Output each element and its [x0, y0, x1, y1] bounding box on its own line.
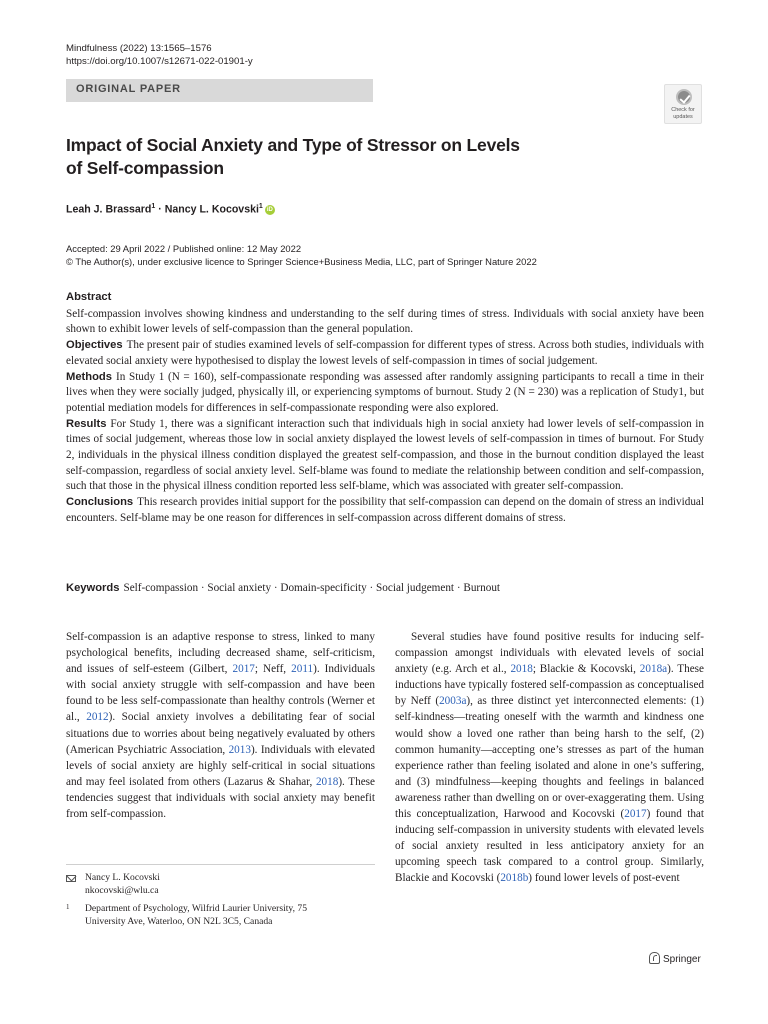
body-column-left	[66, 629, 375, 822]
correspondence-name: Nancy L. Kocovski	[85, 872, 160, 883]
abstract-section-text: In Study 1 (N = 160), self-compassionate responding was assessed after randomly assigning participants to recall a time in their lives when they were socially judged, physically ill, or experiencing symptoms of burnout. Study 2 (N = 230) was a replication of Study1, but potential mediation models for differences in self-compassionate responding were also explored.	[66, 370, 704, 414]
abstract-section-label: Conclusions	[66, 496, 134, 509]
body-text: ) found lower levels of post-event	[528, 872, 680, 885]
body-text: ). These inductions have typically fostered self-compassion as conceptualised by Neff (	[395, 663, 704, 708]
body-column-right	[395, 629, 704, 887]
published-date: / Published online: 12 May 2022	[165, 243, 302, 254]
abstract-section-label: Methods	[66, 370, 112, 383]
author-separator: ·	[155, 203, 165, 216]
citation-link[interactable]: 2018a	[639, 663, 668, 676]
journal-citation: Mindfulness (2022) 13:1565–1576	[66, 43, 212, 54]
keywords	[66, 581, 704, 596]
author-list	[66, 203, 275, 216]
body-text: ). Individuals with social anxiety struggle with self-compassion and have been found to be less self-compassionate than healthy controls (Werner et al.,	[66, 663, 375, 724]
body-text: ). Social anxiety involves a debilitating fear of social situations due to worries about being negatively evaluated by others (American Psychiatric Association,	[66, 711, 375, 756]
citation-link[interactable]: 2017	[232, 663, 255, 676]
abstract-heading: Abstract	[66, 291, 112, 303]
check-for-updates-label: Check for updates	[671, 107, 695, 120]
abstract-section-text: For Study 1, there was a significant interaction such that individuals high in social anxiety had lower levels of self-compassion in times of social judgement, whereas those low in social anxiety displayed the lowest levels of self-compassion in times of burnout. For Study 2, individuals in the physical illness condition displayed the greatest self-compassion, and those in the burnout condition displayed the least self-compassion, regardless of social anxiety level. Self-blame was found to mediate the relationship between condition and self-compassion, such that those in the physical illness condition reported less self-blame, which was associated with greater self-compassion.	[66, 417, 704, 493]
abstract-section	[66, 338, 704, 369]
body-text: Self-compassion is an adaptive response to stress, linked to many psychological benefits, including decreased shame, self-criticism, and issues of self-esteem (Gilbert,	[66, 631, 375, 676]
affiliation-note	[66, 903, 375, 928]
orcid-icon[interactable]: iD	[266, 206, 273, 213]
abstract-section-text: This research provides initial support for the possibility that self-compassion can depend on the domain of stress an individual encounters. Self-blame may be one reason for differences in self-compassion across different domains of stress.	[66, 496, 704, 524]
body-text: ). Individuals with elevated levels of social anxiety are highly self-critical in social situations and may feel isolated from others (Lazarus & Shahar,	[66, 743, 375, 788]
publication-dates	[66, 242, 537, 268]
abstract-section-label: Objectives	[66, 339, 123, 352]
correspondence-note	[66, 864, 375, 897]
correspondence-email[interactable]: nkocovski@wlu.ca	[85, 884, 159, 896]
keywords-list: Self-compassion · Social anxiety · Domain-specificity · Social judgement · Burnout	[123, 582, 501, 594]
springer-horse-icon	[649, 952, 660, 964]
publisher-footer	[649, 952, 701, 965]
journal-header	[66, 42, 253, 68]
abstract-section	[66, 417, 704, 496]
envelope-icon	[66, 875, 76, 882]
copyright-line: © The Author(s), under exclusive licence to Springer Science+Business Media, LLC, part of Springer Nature 2022	[66, 256, 537, 267]
citation-link[interactable]: 2018	[510, 663, 533, 676]
paper-title-line: of Self-compassion	[66, 158, 224, 178]
citation-link[interactable]: 2018	[315, 775, 339, 788]
author-name[interactable]: Nancy L. Kocovski	[164, 203, 259, 216]
citation-link[interactable]: 2013	[228, 743, 251, 756]
body-text: ; Blackie & Kocovski,	[532, 663, 640, 676]
citation-link[interactable]: 2017	[624, 808, 647, 821]
abstract-section	[66, 495, 704, 526]
affiliation-line: University Ave, Waterloo, ON N2L 3C5, Canada	[85, 915, 273, 927]
author-affiliation-marker: 1	[151, 203, 156, 210]
paper-title-line: Impact of Social Anxiety and Type of Stressor on Levels	[66, 135, 520, 155]
check-for-updates-icon	[676, 89, 692, 105]
author-name[interactable]: Leah J. Brassard	[66, 203, 152, 216]
body-text: ) found that inducing self-compassion in university students with elevated levels of social anxiety resulted in less anticipatory anxiety for an upcoming speech task compared to a control group. Similarly, Blackie and Kocovski (	[395, 808, 705, 885]
abstract-intro: Self-compassion involves showing kindness and understanding to the self during times of stress. Individuals with social anxiety have been shown to exhibit lower levels of self-compassion than the general population.	[66, 307, 704, 336]
paper-title	[66, 134, 626, 180]
citation-link[interactable]: 2018b	[500, 872, 529, 885]
check-for-updates-badge[interactable]	[664, 84, 702, 124]
body-text: Several studies have found positive results for inducing self-compassion amongst individuals with elevated levels of social anxiety (e.g. Arch et al.,	[395, 631, 704, 676]
abstract-section	[66, 370, 704, 417]
author-affiliation-marker: 1	[258, 203, 263, 210]
article-type-bar	[66, 79, 373, 102]
keywords-label: Keywords	[66, 582, 120, 594]
abstract	[66, 290, 704, 527]
body-text: ), as three distinct yet interconnected elements: (1) self-kindness—treating oneself with the warmth and kindness one would show a loved one rather than being harsh to the self, (2) common humanity—accepting one’s stresses as part of the human experience rather than feeling isolated and alone in one’s suffering, and (3) mindfulness—keeping thoughts and feelings in balanced awareness rather than dwelling on or over-exaggerating them. Using this conceptualization, Harwood and Kocovski (	[395, 695, 704, 821]
citation-link[interactable]: 2011	[291, 663, 314, 676]
body-text: ). These tendencies suggest that individuals with social anxiety may benefit from self-compassion.	[66, 775, 375, 821]
citation-link[interactable]: 2003a	[439, 695, 467, 708]
body-text: ; Neff,	[254, 663, 292, 676]
affiliation-number: 1	[66, 903, 70, 911]
abstract-section-label: Results	[66, 417, 107, 430]
citation-link[interactable]: 2012	[86, 711, 109, 724]
accepted-date: Accepted: 29 April 2022	[66, 243, 166, 254]
publisher-name: Springer	[663, 954, 701, 965]
abstract-section-text: The present pair of studies examined levels of self-compassion for different types of stress. Across both studies, individuals with elevated social anxiety were hypothesised to display the lowest levels of self-compassion in times of social judgement.	[66, 339, 704, 367]
doi-link[interactable]: https://doi.org/10.1007/s12671-022-01901-y	[66, 56, 253, 67]
affiliation-line: Department of Psychology, Wilfrid Laurier University, 75	[85, 903, 307, 914]
article-type-label: ORIGINAL PAPER	[76, 83, 181, 95]
